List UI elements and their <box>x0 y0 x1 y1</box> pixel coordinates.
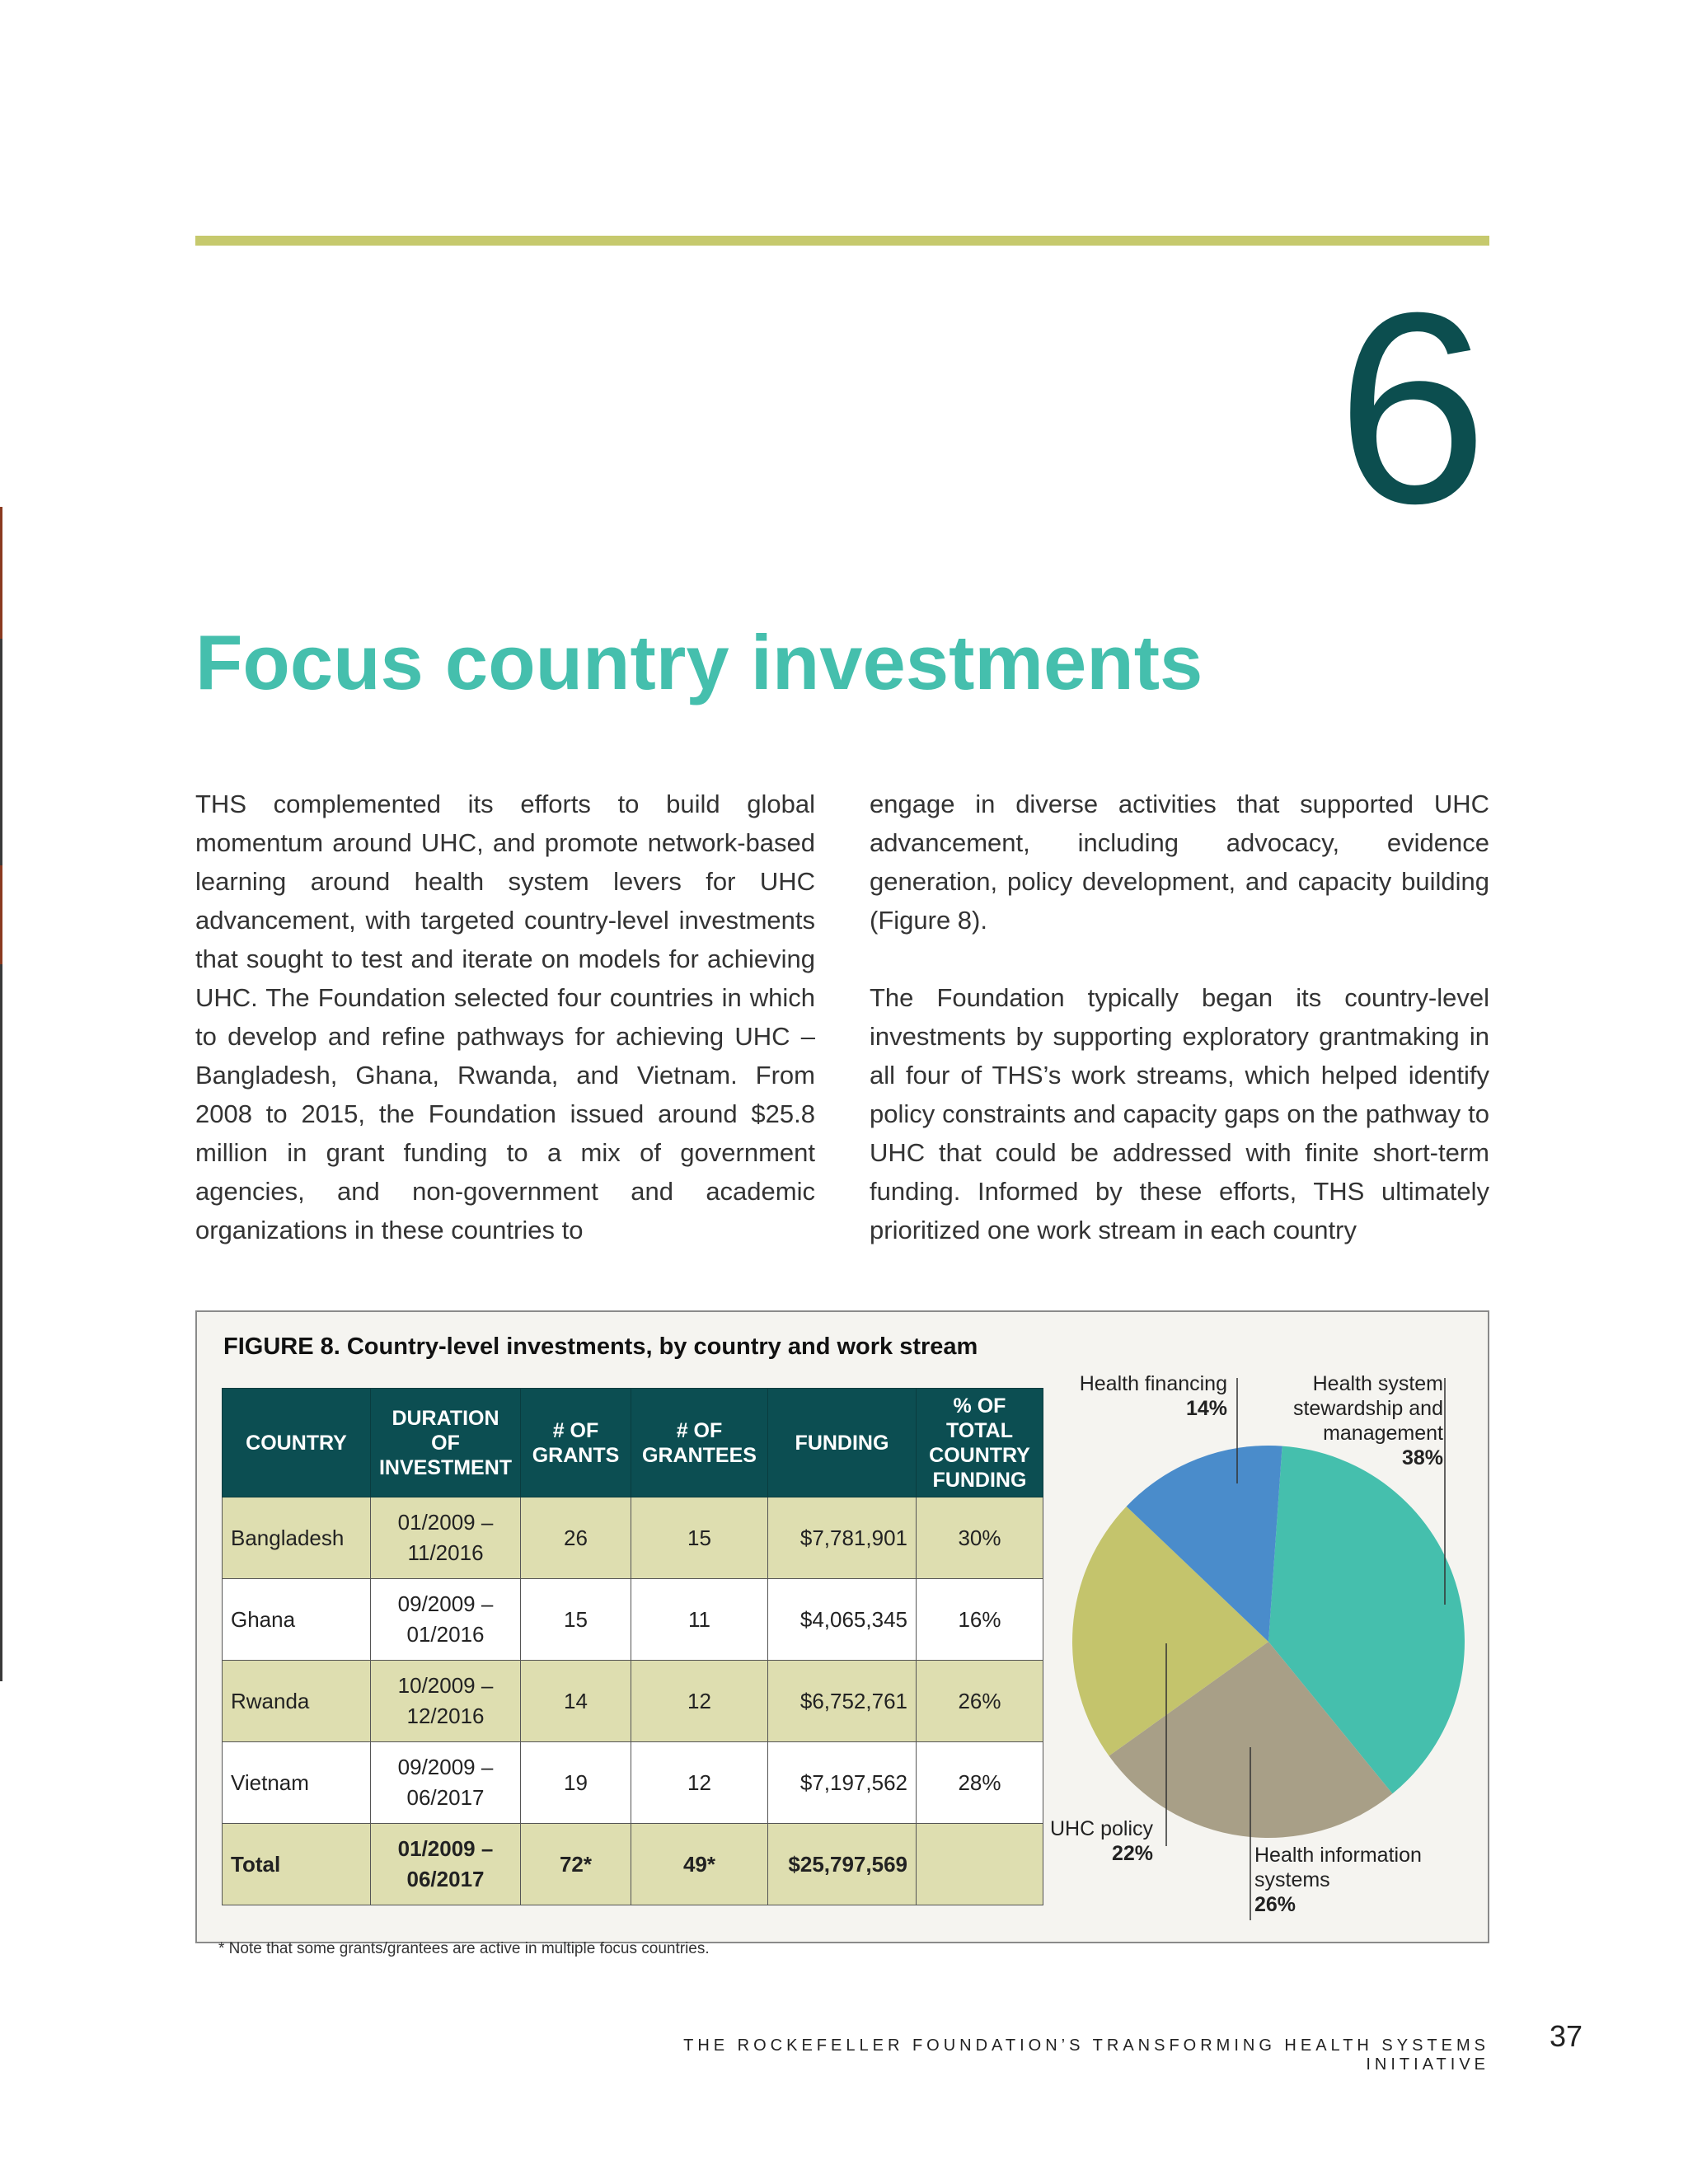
figure-footnote: * Note that some grants/grantees are active in multiple focus countries. <box>218 1940 710 1957</box>
page-number: 37 <box>1550 2019 1583 2053</box>
cell-country: Ghana <box>223 1579 371 1661</box>
cell-duration: 01/2009 – 11/2016 <box>371 1497 521 1579</box>
cell-funding: $6,752,761 <box>768 1661 917 1742</box>
body-paragraph: THS complemented its efforts to build global momentum around UHC, and promote network-based learning around health system levers for UHC advancement, with targeted country-level investments that sought to test and iterate on models for achieving UHC. The Foundation selected four countries in which to develop and refine pathways for achieving UHC – Bangladesh, Ghana, Rwanda, and Vietnam. From 2008 to 2015, the Foundation issued around $25.8 million in grant funding to a mix of government agencies, and non-government and academic organizations in these countries to <box>195 790 815 1244</box>
body-column-left <box>195 785 815 1288</box>
cell-funding: $25,797,569 <box>768 1824 917 1905</box>
chapter-title: Focus country investments <box>195 619 1203 705</box>
cell-grantees: 12 <box>631 1742 768 1824</box>
pie-label-uhc-policy: UHC policy 22% <box>1049 1817 1153 1865</box>
pie-label-stewardship: Health system stewardship and management 38% <box>1292 1372 1443 1469</box>
cell-pct: 28% <box>917 1742 1043 1824</box>
cell-duration: 01/2009 – 06/2017 <box>371 1824 521 1905</box>
cell-country: Rwanda <box>223 1661 371 1742</box>
header-grants: # OF GRANTS <box>521 1389 631 1497</box>
cell-funding: $4,065,345 <box>768 1579 917 1661</box>
cell-country: Total <box>223 1824 371 1905</box>
chapter-number: 6 <box>1336 255 1488 560</box>
cell-country: Bangladesh <box>223 1497 371 1579</box>
cell-grantees: 49* <box>631 1824 768 1905</box>
page-edge-accent <box>0 865 2 964</box>
body-paragraph: engage in diverse activities that supported UHC advancement, including advocacy, evidence generation, policy development, and capacity building (Figure 8). <box>870 790 1489 935</box>
cell-grants: 72* <box>521 1824 631 1905</box>
figure-title: FIGURE 8. Country-level investments, by country and work stream <box>223 1333 978 1360</box>
chapter-rule <box>195 236 1489 246</box>
running-head: THE ROCKEFELLER FOUNDATION’S TRANSFORMING HEALTH SYSTEMS INITIATIVE <box>683 2036 1489 2074</box>
cell-grants: 19 <box>521 1742 631 1824</box>
cell-pct: 30% <box>917 1497 1043 1579</box>
cell-grants: 15 <box>521 1579 631 1661</box>
cell-duration: 09/2009 – 06/2017 <box>371 1742 521 1824</box>
cell-duration: 09/2009 – 01/2016 <box>371 1579 521 1661</box>
cell-grants: 14 <box>521 1661 631 1742</box>
cell-grantees: 15 <box>631 1497 768 1579</box>
page-edge-strip <box>0 507 2 1681</box>
header-country: COUNTRY <box>223 1389 371 1497</box>
header-funding: FUNDING <box>768 1389 917 1497</box>
cell-pct: 16% <box>917 1579 1043 1661</box>
header-grantees: # OF GRANTEES <box>631 1389 768 1497</box>
cell-country: Vietnam <box>223 1742 371 1824</box>
header-duration: DURATION OF INVESTMENT <box>371 1389 521 1497</box>
figure-8 <box>195 1310 1489 1943</box>
body-paragraph: The Foundation typically began its country-level investments by supporting exploratory grantmaking in all four of THS’s work streams, which helped identify policy constraints and capacity gaps on the pathway to UHC that could be addressed with finite short-term funding. Informed by these efforts, THS ultimately prioritized one work stream in each country <box>870 983 1489 1244</box>
cell-pct: 26% <box>917 1661 1043 1742</box>
cell-funding: $7,781,901 <box>768 1497 917 1579</box>
page-edge-accent <box>0 507 2 639</box>
cell-funding: $7,197,562 <box>768 1742 917 1824</box>
cell-duration: 10/2009 – 12/2016 <box>371 1661 521 1742</box>
header-pct: % OF TOTAL COUNTRY FUNDING <box>917 1389 1043 1497</box>
pie-label-health-information: Health information systems 26% <box>1254 1844 1422 1916</box>
cell-grantees: 11 <box>631 1579 768 1661</box>
pie-label-health-financing: Health financing 14% <box>1079 1372 1227 1420</box>
cell-grantees: 12 <box>631 1661 768 1742</box>
body-column-right <box>870 785 1489 1288</box>
cell-grants: 26 <box>521 1497 631 1579</box>
